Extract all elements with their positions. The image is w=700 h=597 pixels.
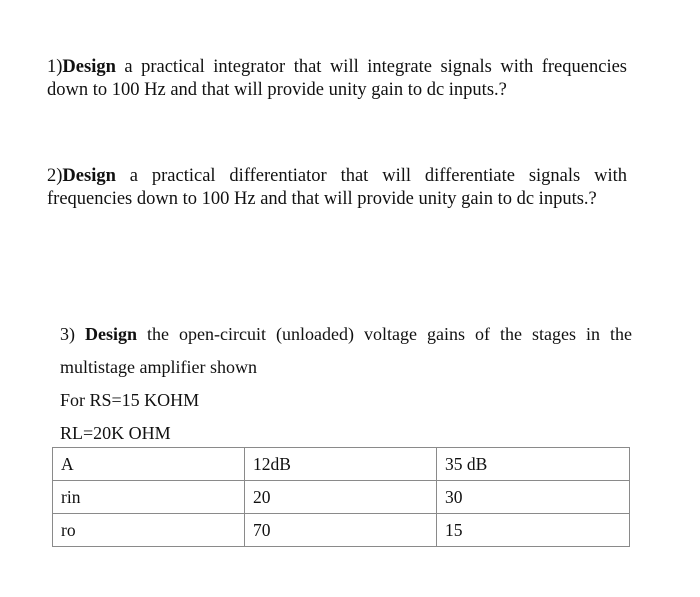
load-resistance: RL=20K OHM bbox=[60, 423, 171, 443]
table-cell: A bbox=[53, 448, 245, 481]
table-cell: 30 bbox=[437, 481, 630, 514]
question-3-text-1: the open-circuit (unloaded) voltage gains of the stages in the bbox=[137, 324, 633, 344]
question-3-line-1 bbox=[60, 318, 632, 351]
question-1-line-1 bbox=[47, 56, 627, 79]
question-3-line-2: multistage amplifier shown bbox=[60, 357, 257, 377]
question-2-text-1: a practical differentiator that will differentiate signals with bbox=[115, 166, 627, 186]
stage-parameters-table bbox=[52, 447, 630, 547]
table-cell: 35 dB bbox=[437, 448, 630, 481]
question-2 bbox=[47, 165, 627, 211]
table-cell: rin bbox=[53, 481, 245, 514]
question-2-line-2: frequencies down to 100 Hz and that will provide unity gain to dc inputs.? bbox=[47, 189, 597, 209]
question-1-line-2: down to 100 Hz and that will provide unity gain to dc inputs.? bbox=[47, 80, 507, 100]
question-2-verb: Design bbox=[62, 166, 116, 186]
table-cell: 12dB bbox=[245, 448, 437, 481]
question-3 bbox=[60, 318, 632, 450]
table-cell: 70 bbox=[245, 514, 437, 547]
table-cell: ro bbox=[53, 514, 245, 547]
table-cell: 20 bbox=[245, 481, 437, 514]
table-row bbox=[53, 481, 630, 514]
question-1-verb: Design bbox=[62, 57, 116, 77]
table-row bbox=[53, 448, 630, 481]
table-cell: 15 bbox=[437, 514, 630, 547]
table-row bbox=[53, 514, 630, 547]
source-resistance: For RS=15 KOHM bbox=[60, 390, 200, 410]
question-1-text-1: a practical integrator that will integrate signals with frequencies bbox=[115, 57, 627, 77]
question-2-number: 2) bbox=[47, 166, 63, 186]
question-3-verb: Design bbox=[85, 324, 138, 344]
question-3-number: 3) bbox=[60, 324, 86, 344]
question-1-number: 1) bbox=[47, 57, 63, 77]
question-1 bbox=[47, 56, 627, 102]
question-2-line-1 bbox=[47, 165, 627, 188]
